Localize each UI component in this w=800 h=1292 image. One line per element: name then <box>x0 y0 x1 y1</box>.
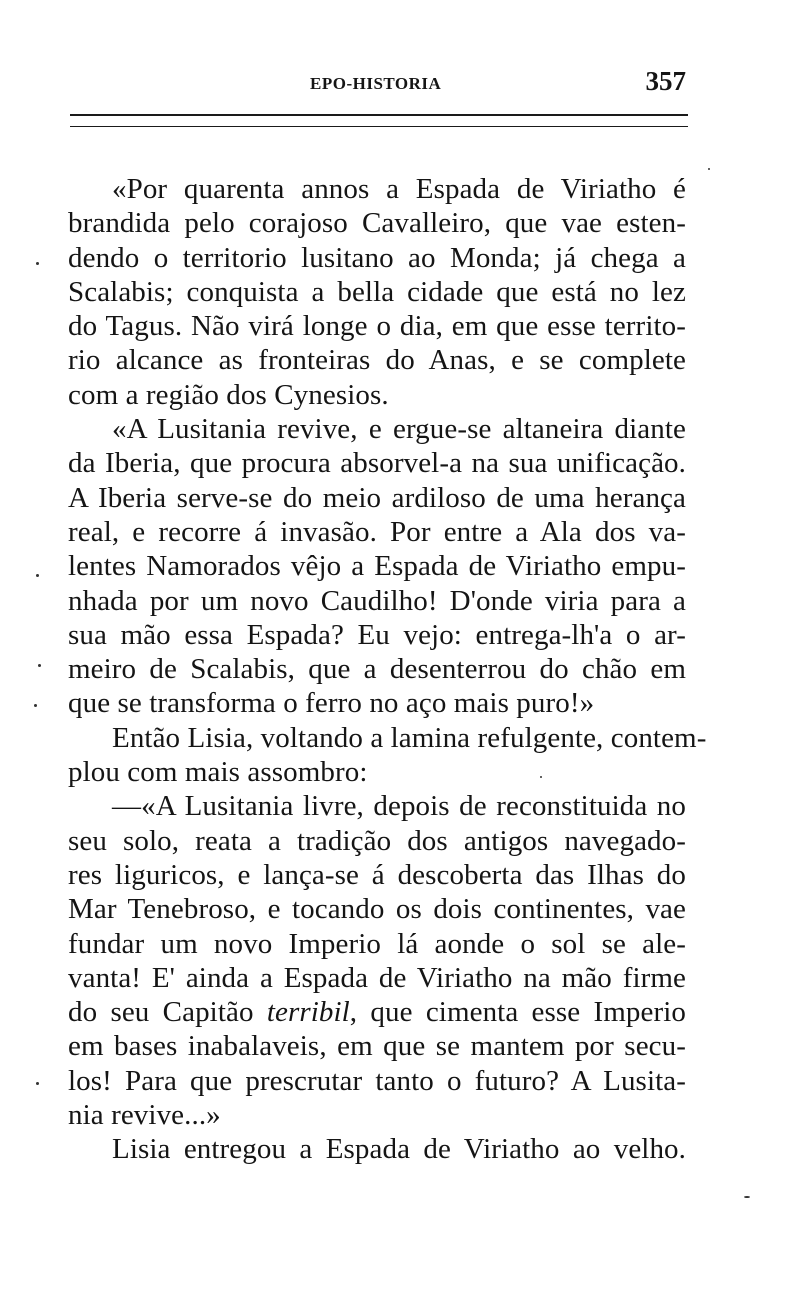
text-line: los! Para que prescrutar tanto o futuro? A Lusita- <box>68 1064 686 1097</box>
text-line: Lisia entregou a Espada de Viriatho ao velho. <box>112 1133 686 1166</box>
text-line: Scalabis; conquista a bella cidade que está no lez <box>68 275 686 308</box>
paper-speck <box>38 664 41 667</box>
running-head <box>70 66 688 102</box>
text-line: «Por quarenta annos a Espada de Viriatho é <box>112 173 686 205</box>
text-line: com a região dos Cynesios. <box>68 378 389 411</box>
text-line: Mar Tenebroso, e tocando os dois continentes, vae <box>68 893 686 926</box>
text-line: Então Lisia, voltando a lamina refulgente, contem- <box>112 721 707 754</box>
header-rule-thick <box>70 114 688 116</box>
paper-speck <box>36 262 39 265</box>
text-line: seu solo, reata a tradição dos antigos navegado- <box>68 824 686 857</box>
text-line: A Iberia serve-se do meio ardiloso de uma herança <box>68 481 686 514</box>
text-line: brandida pelo corajoso Cavalleiro, que vae esten- <box>68 207 686 240</box>
text-line: fundar um novo Imperio lá aonde o sol se ale- <box>68 927 686 960</box>
text-line: nhada por um novo Caudilho! D'onde viria para a <box>68 584 686 617</box>
paper-speck <box>744 1196 750 1198</box>
text-line: lentes Namorados vêjo a Espada de Viriatho empu- <box>68 550 686 583</box>
text-line: nia revive...» <box>68 1099 221 1132</box>
paper-speck <box>36 1082 39 1085</box>
text-line: vanta! E' ainda a Espada de Viriatho na mão firme <box>68 961 686 994</box>
header-rule-thin <box>70 126 688 127</box>
paper-speck <box>540 776 542 778</box>
paper-speck <box>34 704 37 707</box>
text-line: em bases inabalaveis, em que se mantem por secu- <box>68 1030 686 1063</box>
text-line: do seu Capitão terribil, que cimenta esse Imperio <box>68 996 687 1029</box>
italic-word: terribil <box>266 996 350 1029</box>
text-line: —«A Lusitania livre, depois de reconstituida no <box>112 790 686 823</box>
running-title: EPO-HISTORIA <box>310 74 442 93</box>
paper-speck <box>708 168 710 170</box>
text-line: dendo o territorio lusitano ao Monda; já chega a <box>68 241 686 274</box>
text-line: res liguricos, e lança-se á descoberta das Ilhas do <box>68 858 686 891</box>
text-line: do Tagus. Não virá longe o dia, em que esse territo- <box>68 310 686 343</box>
text-line: sua mão essa Espada? Eu vejo: entrega-lh'a o ar- <box>68 618 686 651</box>
body-text <box>68 172 707 1167</box>
text-line: meiro de Scalabis, que a desenterrou do chão em <box>68 653 686 686</box>
text-line: plou com mais assombro: <box>68 756 368 789</box>
text-line: da Iberia, que procura absorvel-a na sua unificação. <box>68 447 686 480</box>
text-line: rio alcance as fronteiras do Anas, e se complete <box>68 344 686 377</box>
text-line: real, e recorre á invasão. Por entre a Ala dos va- <box>68 515 686 548</box>
text-line: «A Lusitania revive, e ergue-se altaneira diante <box>112 413 686 446</box>
text-line: que se transforma o ferro no aço mais puro!» <box>68 687 595 720</box>
paper-speck <box>36 574 39 577</box>
page-number: 357 <box>645 66 686 96</box>
